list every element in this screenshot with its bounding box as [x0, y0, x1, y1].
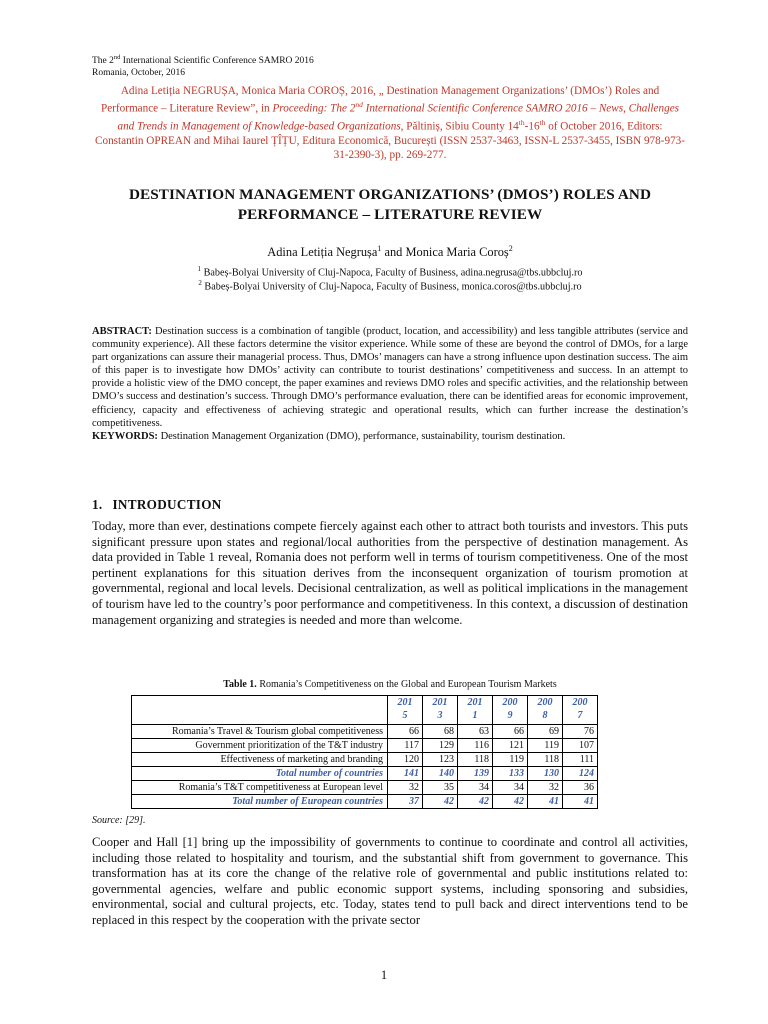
- value-cell: 123: [423, 753, 458, 767]
- table-caption-text: Romania’s Competitiveness on the Global and European Tourism Markets: [256, 679, 557, 690]
- year-header-cell: 201 1: [458, 696, 493, 725]
- table-row: [132, 795, 598, 809]
- author-2-sup: 2: [508, 244, 513, 253]
- year-header-cell: 200 8: [528, 696, 563, 725]
- citation-sup: nd: [355, 100, 363, 110]
- value-cell: 119: [528, 739, 563, 753]
- row-label-cell: Total number of countries: [132, 767, 388, 781]
- header-line2: Romania, October, 2016: [92, 68, 186, 79]
- affiliation-2-text: Babeș-Bolyai University of Cluj-Napoca, Faculty of Business, monica.coros@tbs.ubbcluj.ro: [201, 281, 582, 293]
- citation-part5: -16: [524, 120, 540, 133]
- table-row: [132, 781, 598, 795]
- value-cell: 141: [388, 767, 423, 781]
- table-row: [132, 767, 598, 781]
- citation-part4: , Păltiniș, Sibiu County 14: [400, 120, 519, 133]
- value-cell: 69: [528, 725, 563, 739]
- value-cell: 130: [528, 767, 563, 781]
- value-cell: 35: [423, 781, 458, 795]
- value-cell: 66: [388, 725, 423, 739]
- value-cell: 120: [388, 753, 423, 767]
- abstract-body: Destination success is a combination of tangible (product, location, and accessibility) and less tangible attributes (service and community experience). All these factors determine the visitor experience. While some of these are beyond the control of DMOs, for a large part organizations can assure their managerial process. Thus, DMOs’ managers can have a strong influence upon destination success. The aim of this paper is to investigate how DMOs’ activity can contribute to tourist destinations’ competitiveness and success. In an attempt to provide a holistic view of the DMO concept, the paper examines and reviews DMO roles and specific activities, and the relationship between DMO’s success and destination’s success. Through DMO’s performance evaluation, there can be identified areas for economic improvement, efficiency, capacity and effectiveness of achieving strategic and operational results, which can further increase the destination’s competitiveness.: [92, 326, 688, 429]
- value-cell: 133: [493, 767, 528, 781]
- value-cell: 41: [563, 795, 598, 809]
- value-cell: 140: [423, 767, 458, 781]
- table-caption: [92, 679, 688, 690]
- value-cell: 111: [563, 753, 598, 767]
- affiliation-2-sup: 2: [198, 279, 202, 287]
- value-cell: 34: [458, 781, 493, 795]
- value-cell: 41: [528, 795, 563, 809]
- year-header-cell: 201 5: [388, 696, 423, 725]
- value-cell: 124: [563, 767, 598, 781]
- header-line1: The 2: [92, 56, 114, 67]
- page-number: 1: [380, 968, 388, 982]
- row-label-cell: Romania’s Travel & Tourism global competitiveness: [132, 725, 388, 739]
- abstract-label: ABSTRACT:: [92, 326, 152, 337]
- citation-part3: International Scientific Conference SAMRO 2016 – News, Challenges and Trends in Management of Knowledge-based Organizations: [117, 102, 680, 133]
- row-label-cell: Romania’s T&T competitiveness at European level: [132, 781, 388, 795]
- value-cell: 32: [388, 781, 423, 795]
- section-number: 1.: [92, 497, 103, 512]
- table-row: [132, 753, 598, 767]
- citation-sup2: th: [518, 118, 525, 128]
- paper-title: DESTINATION MANAGEMENT ORGANIZATIONS’ (DMOS’) ROLES AND PERFORMANCE – LITERATURE REVIEW: [128, 186, 652, 223]
- value-cell: 116: [458, 739, 493, 753]
- row-label-cell: Government prioritization of the T&T industry: [132, 739, 388, 753]
- table-corner-cell: [132, 696, 388, 725]
- affiliation-1-text: Babeș-Bolyai University of Cluj-Napoca, Faculty of Business, adina.negrusa@tbs.ubbcluj.ro: [201, 267, 583, 279]
- value-cell: 76: [563, 725, 598, 739]
- author-2: Monica Maria Coroș: [405, 245, 509, 260]
- value-cell: 118: [528, 753, 563, 767]
- table-header-row: [132, 696, 598, 725]
- value-cell: 42: [423, 795, 458, 809]
- abstract-block: [92, 325, 688, 443]
- value-cell: 121: [493, 739, 528, 753]
- intro-paragraph: Today, more than ever, destinations compete fiercely against each other to attract both tourists and investors. This puts significant pressure upon states and regional/local authorities from the perspective of destination management. As data provided in Table 1 reveal, Romania does not perform well in terms of tourism competitiveness. One of the most pertinent explanations for this situation derives from the inconsequent organization of tourism promotion at governmental, regional and local levels. Decisional centralization, as well as political implications in the management of tourism have led to the country’s poor performance and competitiveness. In this context, a discussion of destination management organizing and strategies is needed and more than welcome.: [92, 519, 688, 627]
- value-cell: 119: [493, 753, 528, 767]
- table-source: Source: [29].: [92, 815, 146, 826]
- citation-part6: of October 2016, Editors: Constantin OPREAN and Mihai Iaurel ȚÎȚU, Editura Economică, București (ISSN 2537-3463, ISSN-L 2537-3455, ISBN 978-973-31-2390-3), pp. 269-277.: [95, 120, 685, 162]
- table-caption-label: Table 1.: [223, 679, 257, 690]
- citation-sup3: th: [539, 118, 546, 128]
- value-cell: 42: [458, 795, 493, 809]
- header-line1-rest: International Scientific Conference SAMRO 2016: [120, 56, 314, 67]
- table-row: [132, 725, 598, 739]
- section-title: INTRODUCTION: [112, 497, 222, 512]
- keywords-label: KEYWORDS:: [92, 430, 158, 442]
- section-heading-introduction: [92, 497, 222, 513]
- keywords-line: [92, 430, 688, 443]
- table-row: [132, 739, 598, 753]
- citation-part1: Adina Letiția NEGRUȘA, Monica Maria COROȘ, 2016, „ Destination Management Organizations’ (DMOs’) Roles and Performance – Literature Review”, in: [100, 85, 660, 115]
- value-cell: 37: [388, 795, 423, 809]
- year-header-cell: 200 9: [493, 696, 528, 725]
- affiliation-1-sup: 1: [197, 265, 202, 273]
- author-1-sup: 1: [377, 244, 382, 253]
- citation-part2: Proceeding: The 2: [272, 102, 356, 115]
- value-cell: 34: [493, 781, 528, 795]
- year-header-cell: 200 7: [563, 696, 598, 725]
- value-cell: 118: [458, 753, 493, 767]
- value-cell: 42: [493, 795, 528, 809]
- keywords-text: Destination Management Organization (DMO), performance, sustainability, tourism destination.: [157, 430, 566, 442]
- row-label-cell: Total number of European countries: [132, 795, 388, 809]
- value-cell: 66: [493, 725, 528, 739]
- competitiveness-table: [131, 695, 598, 809]
- abstract-text: [92, 325, 688, 430]
- value-cell: 36: [563, 781, 598, 795]
- row-label-cell: Effectiveness of marketing and branding: [132, 753, 388, 767]
- authors-and: and: [381, 245, 406, 260]
- affiliation-2: [92, 277, 688, 293]
- authors-line: [92, 244, 688, 260]
- value-cell: 117: [388, 739, 423, 753]
- value-cell: 32: [528, 781, 563, 795]
- author-1: Adina Letiția Negrușa: [267, 245, 378, 260]
- second-paragraph: Cooper and Hall [1] bring up the impossibility of governments to continue to coordinate and control all activities, including those related to hospitality and tourism, and the substantial shift from government to governance. This transformation has at its core the change of the relative role of governmental and public institutions related to: governmental agencies, welfare and public economic support systems, including sponsoring and subsidies, environmental, social and cultural projects, etc. Today, states tend to pull back and direct interventions tend to be replaced in this respect by the cooperation with the private sector: [92, 835, 688, 927]
- value-cell: 63: [458, 725, 493, 739]
- year-header-cell: 201 3: [423, 696, 458, 725]
- value-cell: 129: [423, 739, 458, 753]
- value-cell: 139: [458, 767, 493, 781]
- header-sup: nd: [113, 54, 121, 61]
- value-cell: 107: [563, 739, 598, 753]
- citation-block: [92, 84, 688, 162]
- conference-header: [92, 52, 314, 79]
- value-cell: 68: [423, 725, 458, 739]
